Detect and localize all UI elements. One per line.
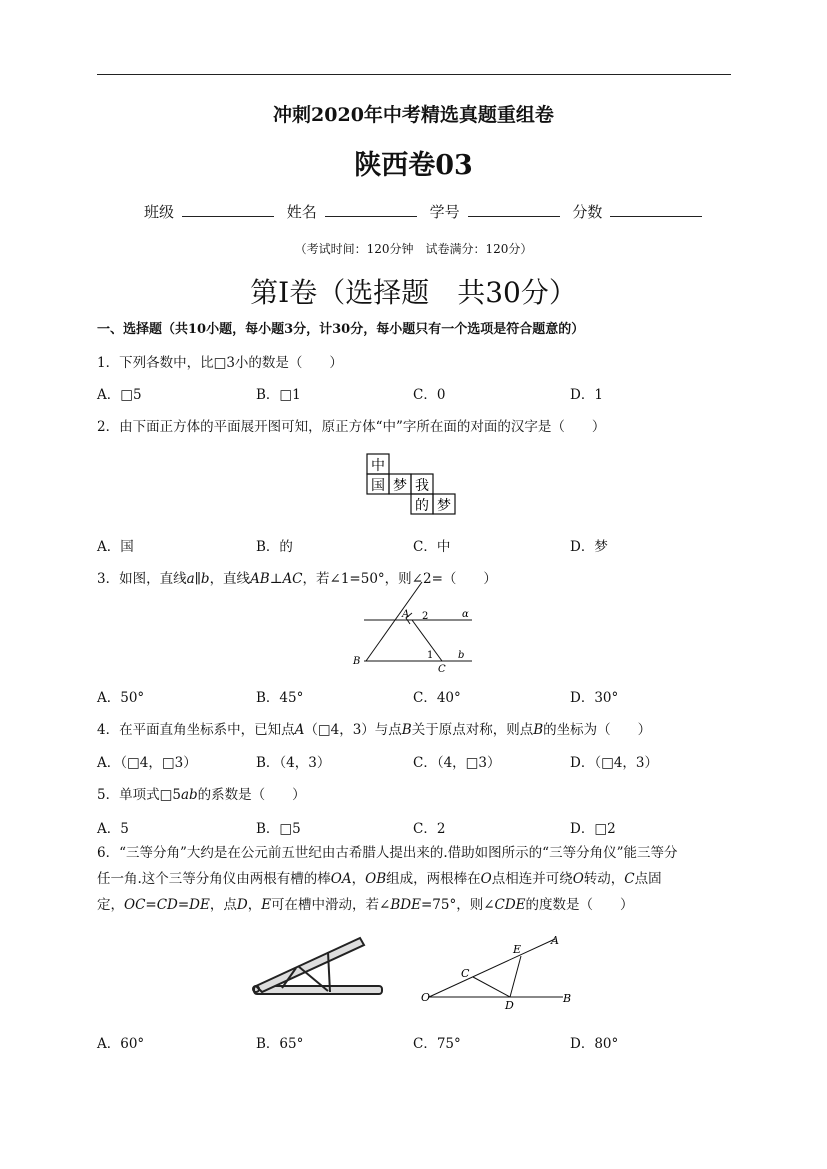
q1-option-a: A．□5 <box>97 387 142 403</box>
label-angle-1: 1 <box>427 650 434 661</box>
label-O: O <box>421 991 431 1004</box>
q6-line-1: 6．“三等分角”大约是在公元前五世纪由古希腊人提出来的.借助如图所示的“三等分角仪”能三等分 <box>97 845 678 861</box>
question-6-stem <box>97 840 731 918</box>
q4-option-c: C．（4，□3） <box>413 755 501 771</box>
net-cell-meng2: 梦 <box>437 498 451 514</box>
q6-line-3: 定，OC=CD=DE，点D，E可在槽中滑动，若∠BDE=75°，则∠CDE的度数是（ ） <box>97 897 634 913</box>
field-class-blank[interactable] <box>182 202 274 217</box>
net-cell-meng1: 梦 <box>393 478 407 494</box>
label-A: A <box>402 609 410 620</box>
field-name-blank[interactable] <box>325 202 417 217</box>
q5-option-d: D．□2 <box>570 821 616 837</box>
label-D: D <box>505 999 514 1012</box>
label-angle-2: 2 <box>422 611 429 622</box>
label-B: B <box>563 992 572 1005</box>
q2-option-b: B．的 <box>256 539 293 555</box>
q6-option-a: A．60° <box>97 1036 145 1052</box>
header-rule <box>97 74 731 75</box>
q4-option-d: D．（□4，3） <box>570 755 659 771</box>
field-id-label: 学号 <box>429 203 460 221</box>
q3-option-a: A．50° <box>97 690 145 706</box>
q2-option-c: C．中 <box>413 539 451 555</box>
q1-option-b: B．□1 <box>256 387 301 403</box>
q4-option-b: B．（4，3） <box>256 755 331 771</box>
net-cell-guo: 国 <box>371 478 385 494</box>
cube-net-figure <box>360 452 466 518</box>
q5-option-a: A．5 <box>97 821 129 837</box>
student-info-row <box>144 201 710 222</box>
field-score-blank[interactable] <box>610 202 702 217</box>
field-name-label: 姓名 <box>286 203 317 221</box>
q6-line-2: 任一角.这个三等分角仪由两根有槽的棒OA，OB组成，两根棒在O点相连并可绕O转动，C点固 <box>97 871 662 887</box>
exam-title: 冲刺2020年中考精选真题重组卷 <box>273 104 554 126</box>
question-3-stem: 3．如图，直线a∥b，直线AB⊥AC，若∠1=50°，则∠2=（ ） <box>97 571 497 587</box>
net-cell-zhong: 中 <box>371 458 385 474</box>
net-cell-wo: 我 <box>415 478 429 494</box>
part-heading: 一、选择题（共10小题，每小题3分，计30分，每小题只有一个选项是符合题意的） <box>97 322 585 337</box>
q3-option-b: B．45° <box>256 690 304 706</box>
exam-subtitle: 陕西卷03 <box>354 150 473 181</box>
q5-option-b: B．□5 <box>256 821 301 837</box>
trisector-device-illustration <box>248 932 386 1004</box>
net-cell-de: 的 <box>415 498 429 514</box>
label-line-alpha: α <box>462 609 469 620</box>
label-A: A <box>551 934 559 947</box>
label-E: E <box>513 943 522 956</box>
question-5-stem: 5．单项式□5ab的系数是（ ） <box>97 787 306 803</box>
q1-option-c: C．0 <box>413 387 446 403</box>
q1-option-d: D．1 <box>570 387 603 403</box>
label-C: C <box>461 967 470 980</box>
q6-option-b: B．65° <box>256 1036 304 1052</box>
field-id-blank[interactable] <box>468 202 560 217</box>
q2-option-d: D．梦 <box>570 539 608 555</box>
label-line-b: b <box>458 650 465 661</box>
question-4-stem: 4．在平面直角坐标系中，已知点A（□4，3）与点B关于原点对称，则点B的坐标为（ ） <box>97 722 652 738</box>
q2-option-a: A．国 <box>97 539 134 555</box>
q4-option-a: A．（□4，□3） <box>97 755 197 771</box>
label-C: C <box>438 664 446 675</box>
field-score-label: 分数 <box>572 203 603 221</box>
trisector-geometry-figure <box>415 930 575 1014</box>
question-2-stem: 2．由下面正方体的平面展开图可知，原正方体“中”字所在面的对面的汉字是（ ） <box>97 419 606 435</box>
q5-option-c: C．2 <box>413 821 446 837</box>
label-B: B <box>353 656 361 667</box>
q3-option-d: D．30° <box>570 690 619 706</box>
question-1-stem: 1．下列各数中，比□3小的数是（ ） <box>97 355 343 371</box>
parallel-lines-figure <box>350 580 490 676</box>
field-class-label: 班级 <box>144 203 175 221</box>
section-title: 第Ⅰ卷（选择题 共30分） <box>250 276 577 309</box>
q3-option-c: C．40° <box>413 690 461 706</box>
q6-option-d: D．80° <box>570 1036 619 1052</box>
q6-option-c: C．75° <box>413 1036 461 1052</box>
exam-info: （考试时间：120分钟 试卷满分：120分） <box>294 242 533 256</box>
